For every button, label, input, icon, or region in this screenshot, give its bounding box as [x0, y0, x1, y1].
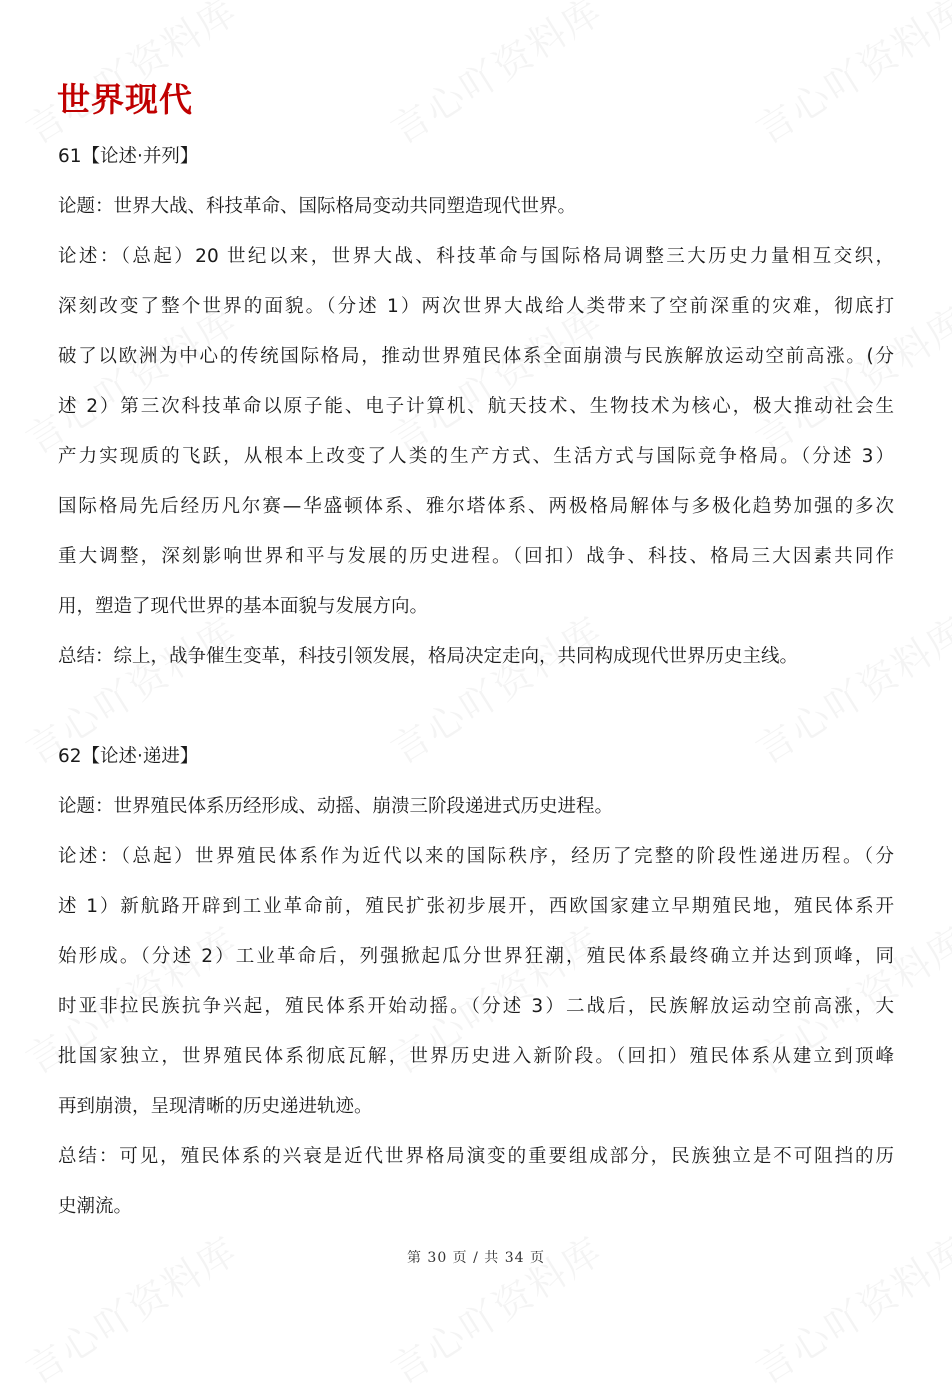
- text-line: 史潮流。: [58, 1196, 133, 1217]
- text-line: 始形成。（分述 2）工业革命后，列强掀起瓜分世界狂潮，殖民体系最终确立并达到顶峰，同: [58, 946, 894, 967]
- document-body: [58, 132, 894, 1232]
- spacer: [58, 682, 894, 732]
- text-line: 重大调整，深刻影响世界和平与发展的历史进程。（回扣）战争、科技、格局三大因素共同作: [58, 546, 894, 567]
- question-61-heading: 61【论述·并列】: [58, 146, 199, 167]
- question-62-heading: 62【论述·递进】: [58, 746, 199, 767]
- text-line: 述 1）新航路开辟到工业革命前，殖民扩张初步展开，西欧国家建立早期殖民地，殖民体系开: [58, 896, 894, 917]
- text-line: 总结：综上，战争催生变革，科技引领发展，格局决定走向，共同构成现代世界历史主线。: [58, 646, 799, 667]
- text-line: 批国家独立，世界殖民体系彻底瓦解，世界历史进入新阶段。（回扣）殖民体系从建立到顶峰: [58, 1046, 894, 1067]
- text-line: 深刻改变了整个世界的面貌。（分述 1）两次世界大战给人类带来了空前深重的灾难，彻底打: [58, 296, 894, 317]
- text-line: 用，塑造了现代世界的基本面貌与发展方向。: [58, 596, 429, 617]
- text-line: 论题：世界大战、科技革命、国际格局变动共同塑造现代世界。: [58, 196, 577, 217]
- text-line: 论题：世界殖民体系历经形成、动摇、崩溃三阶段递进式历史进程。: [58, 796, 614, 817]
- page-footer: 第 30 页 / 共 34 页: [406, 1250, 546, 1266]
- text-line: 再到崩溃，呈现清晰的历史递进轨迹。: [58, 1096, 373, 1117]
- text-line: 时亚非拉民族抗争兴起，殖民体系开始动摇。（分述 3）二战后，民族解放运动空前高涨，大: [58, 996, 894, 1017]
- text-line: 总结：可见，殖民体系的兴衰是近代世界格局演变的重要组成部分，民族独立是不可阻挡的历: [58, 1146, 894, 1167]
- page-title: 世界现代: [57, 80, 193, 119]
- text-line: 产力实现质的飞跃，从根本上改变了人类的生产方式、生活方式与国际竞争格局。（分述 3）: [58, 446, 894, 467]
- text-line: 破了以欧洲为中心的传统国际格局，推动世界殖民体系全面崩溃与民族解放运动空前高涨。(分: [58, 346, 894, 367]
- text-line: 论述：（总起）世界殖民体系作为近代以来的国际秩序，经历了完整的阶段性递进历程。（分: [58, 846, 894, 867]
- text-line: 论述：（总起）20 世纪以来，世界大战、科技革命与国际格局调整三大历史力量相互交织，: [58, 246, 894, 267]
- question-61-text: [58, 182, 894, 682]
- text-line: 国际格局先后经历凡尔赛—华盛顿体系、雅尔塔体系、两极格局解体与多极化趋势加强的多次: [58, 496, 894, 517]
- question-62-text: [58, 782, 894, 1232]
- text-line: 述 2）第三次科技革命以原子能、电子计算机、航天技术、生物技术为核心，极大推动社会生: [58, 396, 894, 417]
